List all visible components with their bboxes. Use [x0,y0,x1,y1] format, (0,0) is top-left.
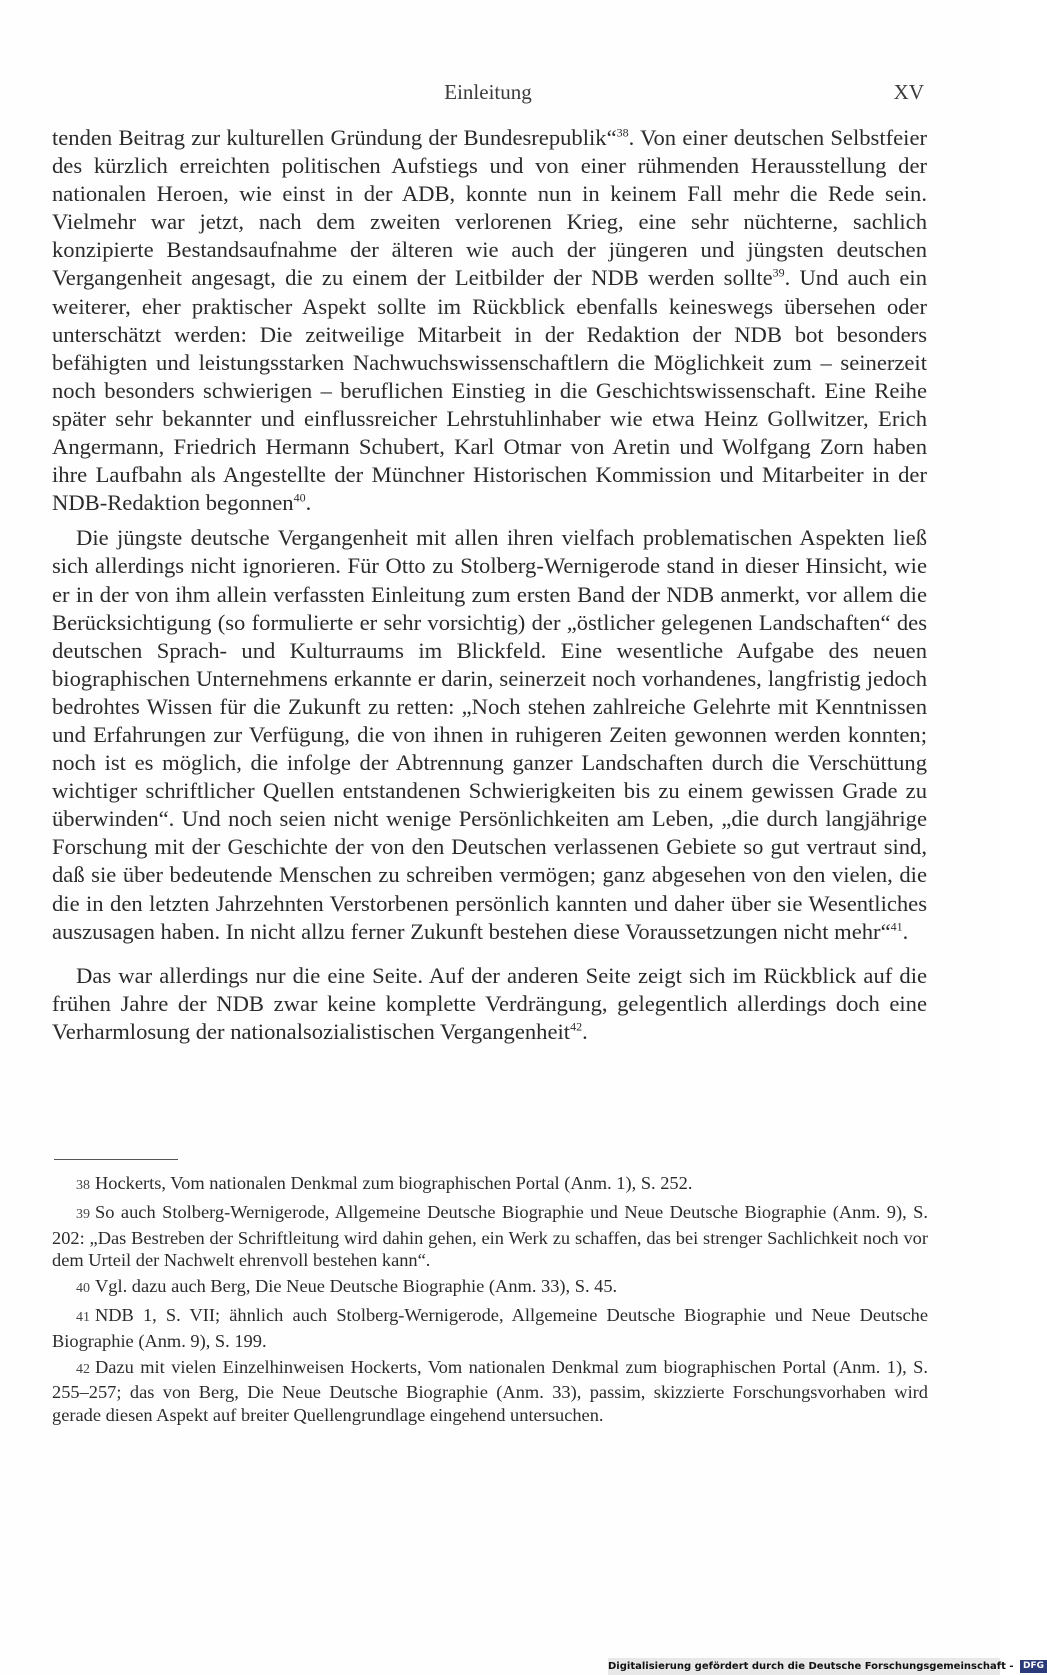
digitization-credit [608,1658,1045,1675]
footnote-item [52,1356,928,1427]
footnote-item [52,1201,928,1272]
footnote-item [52,1172,928,1198]
running-head [52,80,924,110]
body-paragraph [52,124,927,517]
body-text-segment: . Und auch ein weiterer, eher praktischer Aspekt sollte im Rückblick ebenfalls keineswegs übersehen oder unterschätzt werden: Die zeitweilige Mitarbeit in der Redaktion der NDB bot besonders befähigten und leistungsstarken Nachwuchswissenschaftlern die Möglichkeit zum – seinerzeit noch besonders schwierigen – beruflichen Einstieg in die Geschichtswissenschaft. Eine Reihe später sehr bekannter und einflussreicher Lehrstuhlinhaber wie etwa Heinz Gollwitzer, Erich Angermann, Friedrich Hermann Schubert, Karl Otmar von Aretin und Wolfgang Zorn haben ihre Laufbahn als Angestellte der Münchner Historischen Kommission und Mitarbeiter in der NDB-Redaktion begonnen [52,265,927,516]
footnote-reference: 40 [293,490,306,505]
body-text-segment: . Von einer deutschen Selbstfeier des kürzlich erreichten politischen Aufstiegs und von einer rühmenden Herausstellung der nationalen Heroen, wie einst in der ADB, konnte nun in keinem Fall mehr die Rede sein. Vielmehr war jetzt, nach dem zweiten verlorenen Krieg, eine sehr nüchterne, sachlich konzipierte Bestandsaufnahme der älteren wie auch der jüngeren und jüngsten deutschen Vergangenheit angesagt, die zu einem der Leitbilder der NDB werden sollte [52,125,927,291]
body-paragraph [52,524,927,945]
digitization-credit-text: Digitalisierung gefördert durch die Deutsche Forschungsgemeinschaft - [608,1661,1014,1672]
footnote-number: 39 [76,1206,90,1222]
page-number: XV [893,80,924,104]
body-text-segment: tenden Beitrag zur kulturellen Gründung der Bundesrepublik“ [52,125,617,150]
footnotes [52,1172,928,1430]
footnote-text: Dazu mit vielen Einzelhinweisen Hockerts, Vom nationalen Denkmal zum biographischen Portal (Anm. 1), S. 255–257; das von Berg, Die Neue Deutsche Biographie (Anm. 33), passim, skizzierte Forschungsvorhaben wird gerade diesen Aspekt auf breiter Quellengrundlage eingehend untersuchen. [52,1356,928,1426]
body-text-segment: Die jüngste deutsche Vergangenheit mit allen ihren vielfach problematischen Aspekten ließ sich allerdings nicht ignorieren. Für Otto zu Stolberg-Wernigerode stand in dieser Hinsicht, wie er in der von ihm allein verfassten Einleitung zum ersten Band der NDB anmerkt, vor allem die Berücksichtigung (so formulierte er sehr vorsichtig) der „östlicher gelegenen Landschaften“ des deutschen Sprach- und Kulturraums im Blickfeld. Eine wesentliche Aufgabe des neuen biographischen Unternehmens erkannte er darin, seinerzeit noch vorhandenes, langfristig jedoch bedrohtes Wissen für die Zukunft zu retten: „Noch stehen zahlreiche Gelehrte mit Kenntnissen und Erfahrungen zur Verfügung, die von ihnen in ruhigeren Zeiten gewonnen werden konnten; noch ist es möglich, die infolge der Abtrennung ganzer Landschaften durch die Verschüttung wichtiger schriftlicher Quellen entstandenen Schwierigkeiten bis zu einem gewissen Grade zu überwinden“. Und noch seien nicht wenige Persönlichkeiten am Leben, „die durch langjährige Forschung mit der Geschichte der von den Deutschen verlassenen Gebiete so gut vertraut sind, daß sie über bedeutende Menschen zu schreiben vermögen; ganz abgesehen von den vielen, die die in den letzten Jahrzehnten Verstorbenen persönlich kannten und daher über sie Wesentliches auszusagen haben. In nicht allzu ferner Zukunft bestehen diese Voraussetzungen nicht mehr“ [52,525,927,944]
footnote-number: 38 [76,1178,90,1193]
footnote-item [52,1275,928,1301]
body-text-segment: . [305,490,312,516]
footnote-reference: 39 [772,265,785,280]
running-head-title: Einleitung [444,80,532,104]
footnote-reference: 42 [570,1019,583,1034]
body-text-segment: . [902,918,909,944]
footnote-number: 41 [76,1309,90,1325]
body-text-segment: . [582,1018,588,1044]
footnote-reference: 41 [890,919,903,934]
footnote-separator [54,1159,178,1160]
footnote-text: NDB 1, S. VII; ähnlich auch Stolberg-Wernigerode, Allgemeine Deutsche Biographie und Neue Deutsche Biographie (Anm. 9), S. 199. [52,1304,928,1351]
body-paragraph [52,962,927,1046]
footnote-text: Hockerts, Vom nationalen Denkmal zum biographischen Portal (Anm. 1), S. 252. [95,1173,693,1193]
dfg-logo: DFG [1020,1660,1047,1673]
body-text [52,124,927,1046]
footnote-item [52,1304,928,1353]
footnote-number: 40 [76,1281,90,1297]
footnote-text: Vgl. dazu auch Berg, Die Neue Deutsche Biographie (Anm. 33), S. 45. [95,1276,618,1297]
footnote-number: 42 [76,1361,90,1377]
footnote-reference: 38 [616,125,629,140]
body-text-segment: Das war allerdings nur die eine Seite. Auf der anderen Seite zeigt sich im Rückblick auf die frühen Jahre der NDB zwar keine komplette Verdrängung, gelegentlich allerdings doch eine Verharmlosung der nationalsozialistischen Vergangenheit [52,962,927,1044]
footnote-text: So auch Stolberg-Wernigerode, Allgemeine Deutsche Biographie und Neue Deutsche Biographie (Anm. 9), S. 202: „Das Bestreben der Schriftleitung wird dahin gehen, ein Werk zu schaffen, das bei strenger Sachlichkeit noch vor dem Urteil der Nachwelt ehrenvoll bestehen kann“. [52,1201,928,1271]
